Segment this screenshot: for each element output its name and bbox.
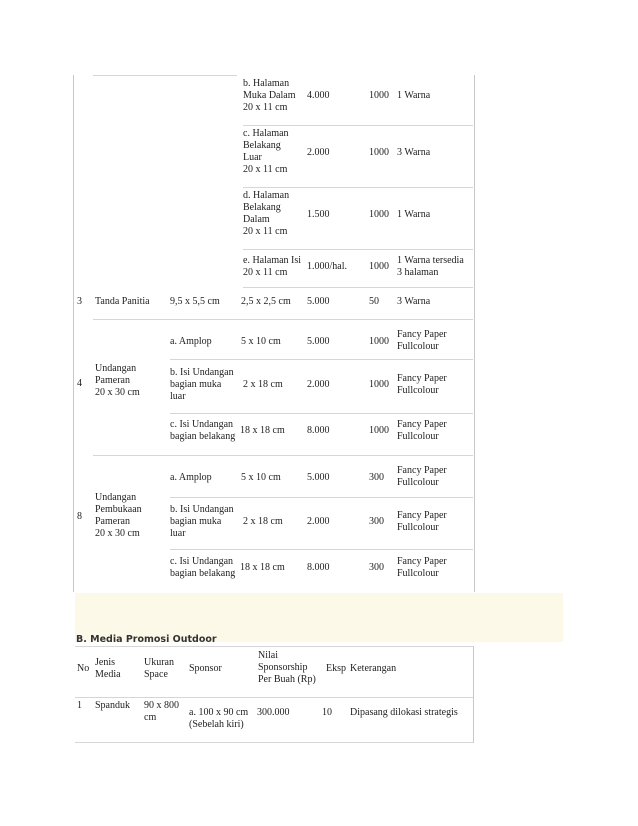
sponsor-cell: a. 100 x 90 cm (Sebelah kiri)	[189, 707, 249, 730]
size-cell: 90 x 800 cm	[144, 700, 179, 723]
header-size: Ukuran Space	[144, 657, 174, 680]
row-number: 8	[77, 511, 82, 522]
spec-cell: 5 x 10 cm	[241, 336, 281, 347]
qty-cell: 1000	[369, 261, 389, 272]
size-cell: 9,5 x 5,5 cm	[170, 296, 220, 307]
item-cell: c. Isi Undangan bagian belakang	[170, 556, 236, 579]
media-cell: Tanda Panitia	[95, 296, 150, 307]
note-cell: Fancy Paper Fullcolour	[397, 329, 447, 352]
spec-cell: 18 x 18 cm	[240, 562, 285, 573]
value-cell: 5.000	[307, 296, 330, 307]
value-cell: 1.500	[307, 209, 330, 220]
table-border-right	[474, 75, 475, 592]
qty-cell: 1000	[369, 147, 389, 158]
qty-cell: 1000	[369, 209, 389, 220]
value-cell: 8.000	[307, 562, 330, 573]
value-cell: 1.000/hal.	[307, 261, 347, 272]
header-sponsor: Sponsor	[189, 663, 222, 674]
note-cell: 3 Warna	[397, 147, 431, 158]
note-cell: Dipasang dilokasi strategis	[350, 707, 458, 718]
item-cell: b. Isi Undangan bagian muka luar	[170, 367, 234, 402]
row-number: 1	[77, 700, 82, 711]
qty-cell: 1000	[369, 379, 389, 390]
row-divider	[93, 319, 473, 320]
value-cell: 300.000	[257, 707, 290, 718]
row-number: 3	[77, 296, 82, 307]
spec-cell: 2 x 18 cm	[243, 516, 283, 527]
spec-cell: b. Halaman Muka Dalam 20 x 11 cm	[243, 78, 296, 113]
value-cell: 2.000	[307, 516, 330, 527]
note-cell: Fancy Paper Fullcolour	[397, 465, 447, 488]
row-divider	[75, 697, 473, 698]
table-border-right	[473, 646, 474, 743]
note-cell: 1 Warna	[397, 209, 431, 220]
spec-cell: 2 x 18 cm	[243, 379, 283, 390]
row-divider	[243, 125, 473, 126]
note-cell: 3 Warna	[397, 296, 431, 307]
row-divider	[170, 359, 473, 360]
header-media: Jenis Media	[95, 657, 121, 680]
media-cell: Undangan Pembukaan Pameran 20 x 30 cm	[95, 492, 142, 539]
item-cell: c. Isi Undangan bagian belakang	[170, 419, 236, 442]
header-value: Nilai Sponsorship Per Buah (Rp)	[258, 650, 316, 685]
qty-cell: 300	[369, 516, 384, 527]
spec-cell: e. Halaman Isi 20 x 11 cm	[243, 255, 302, 278]
note-cell: 1 Warna	[397, 90, 431, 101]
note-cell: Fancy Paper Fullcolour	[397, 419, 447, 442]
row-divider	[93, 75, 237, 76]
note-cell: Fancy Paper Fullcolour	[397, 373, 447, 396]
value-cell: 5.000	[307, 472, 330, 483]
row-divider	[170, 413, 473, 414]
section-title: B. Media Promosi Outdoor	[76, 634, 217, 645]
value-cell: 5.000	[307, 336, 330, 347]
note-cell: 1 Warna tersedia 3 halaman	[397, 255, 464, 278]
media-cell: Undangan Pameran 20 x 30 cm	[95, 363, 140, 398]
table-border-top	[75, 646, 473, 647]
value-cell: 8.000	[307, 425, 330, 436]
eksp-cell: 10	[322, 707, 332, 718]
row-divider	[243, 187, 473, 188]
spec-cell: 2,5 x 2,5 cm	[241, 296, 291, 307]
row-divider	[243, 249, 473, 250]
value-cell: 4.000	[307, 90, 330, 101]
qty-cell: 1000	[369, 425, 389, 436]
row-divider	[93, 455, 473, 456]
row-divider	[170, 549, 473, 550]
row-divider	[170, 497, 473, 498]
spec-cell: d. Halaman Belakang Dalam 20 x 11 cm	[243, 190, 290, 237]
row-number: 4	[77, 378, 82, 389]
item-cell: b. Isi Undangan bagian muka luar	[170, 504, 234, 539]
value-cell: 2.000	[307, 147, 330, 158]
table-border-left	[73, 75, 74, 592]
qty-cell: 1000	[369, 90, 389, 101]
qty-cell: 300	[369, 472, 384, 483]
spec-cell: 18 x 18 cm	[240, 425, 285, 436]
header-note: Keterangan	[350, 663, 397, 674]
note-cell: Fancy Paper Fullcolour	[397, 510, 447, 533]
value-cell: 2.000	[307, 379, 330, 390]
row-divider	[243, 287, 473, 288]
header-eksp: Eksp	[326, 663, 346, 674]
qty-cell: 1000	[369, 336, 389, 347]
qty-cell: 300	[369, 562, 384, 573]
item-cell: a. Amplop	[170, 472, 212, 483]
spec-cell: c. Halaman Belakang Luar 20 x 11 cm	[243, 128, 289, 175]
table-border-bottom	[75, 742, 473, 743]
header-no: No	[77, 663, 90, 674]
spec-cell: 5 x 10 cm	[241, 472, 281, 483]
qty-cell: 50	[369, 296, 379, 307]
item-cell: a. Amplop	[170, 336, 212, 347]
media-cell: Spanduk	[95, 700, 130, 711]
note-cell: Fancy Paper Fullcolour	[397, 556, 447, 579]
